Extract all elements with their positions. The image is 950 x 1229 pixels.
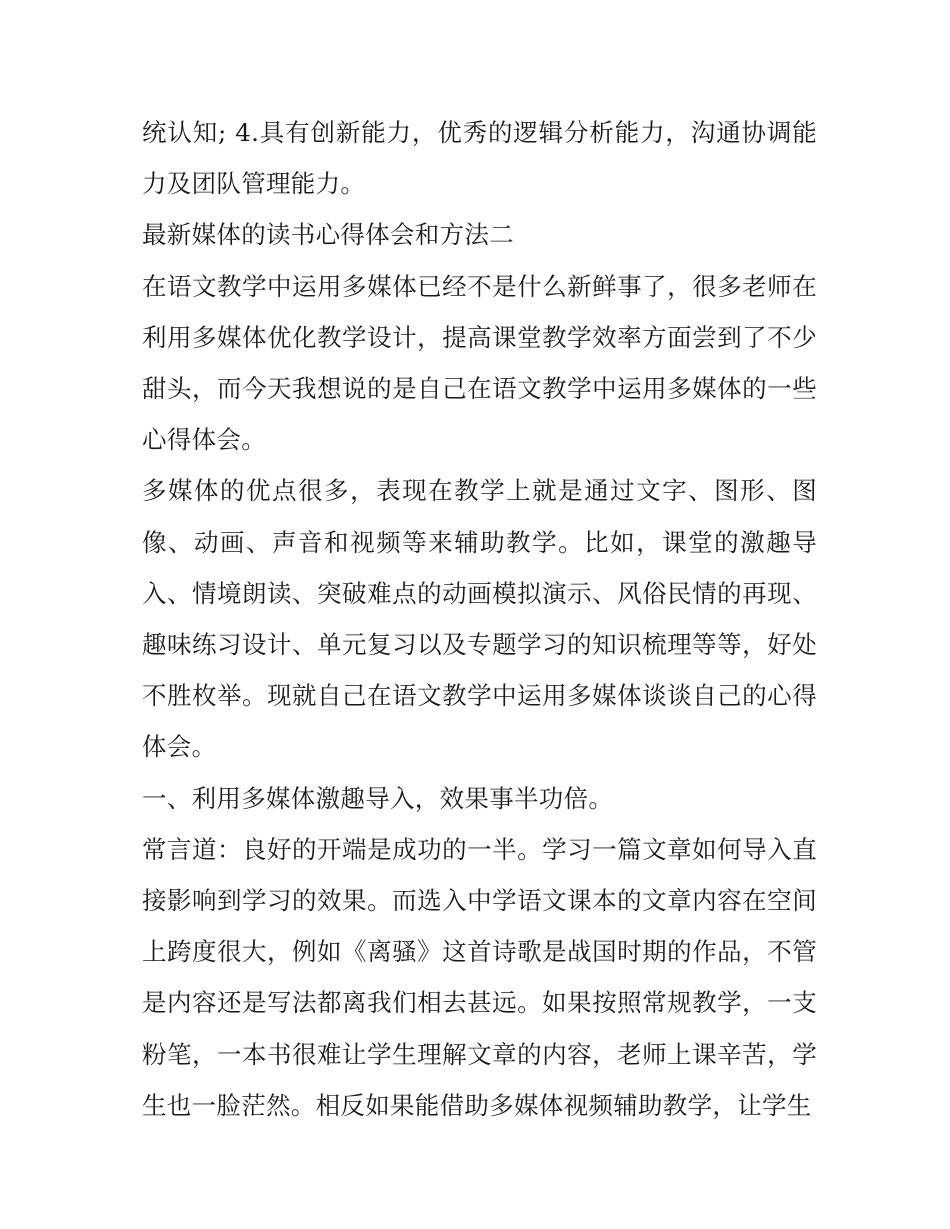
document-body — [142, 107, 817, 1131]
paragraph-point-one: 常言道：良好的开端是成功的一半。学习一篇文章如何导入直接影响到学习的效果。而选入中学语文课本的文章内容在空间上跨度很大，例如《离骚》这首诗歌是战国时期的作品，不管是内容还是写法都离我们相去甚远。如果按照常规教学，一支粉笔，一本书很难让学生理解文章的内容，老师上课辛苦，学生也一脸茫然。相反如果能借助多媒体视频辅助教学，让学生 — [142, 834, 817, 1120]
paragraph-intro: 在语文教学中运用多媒体已经不是什么新鲜事了，很多老师在利用多媒体优化教学设计，提高课堂教学效率方面尝到了不少甜头，而今天我想说的是自己在语文教学中运用多媒体的一些心得体会。 — [142, 271, 817, 455]
section-heading: 最新媒体的读书心得体会和方法二 — [142, 220, 514, 250]
subheading-point-one: 一、利用多媒体激趣导入，效果事半功倍。 — [142, 783, 614, 813]
paragraph-continued-requirements: 统认知; 4.具有创新能力，优秀的逻辑分析能力，沟通协调能力及团队管理能力。 — [142, 118, 817, 199]
paragraph-advantages: 多媒体的优点很多，表现在教学上就是通过文字、图形、图像、动画、声音和视频等来辅助教学。比如，课堂的激趣导入、情境朗读、突破难点的动画模拟演示、风俗民情的再现、趣味练习设计、单元复习以及专题学习的知识梳理等等，好处不胜枚举。现就自己在语文教学中运用多媒体谈谈自己的心得体会。 — [142, 476, 817, 762]
